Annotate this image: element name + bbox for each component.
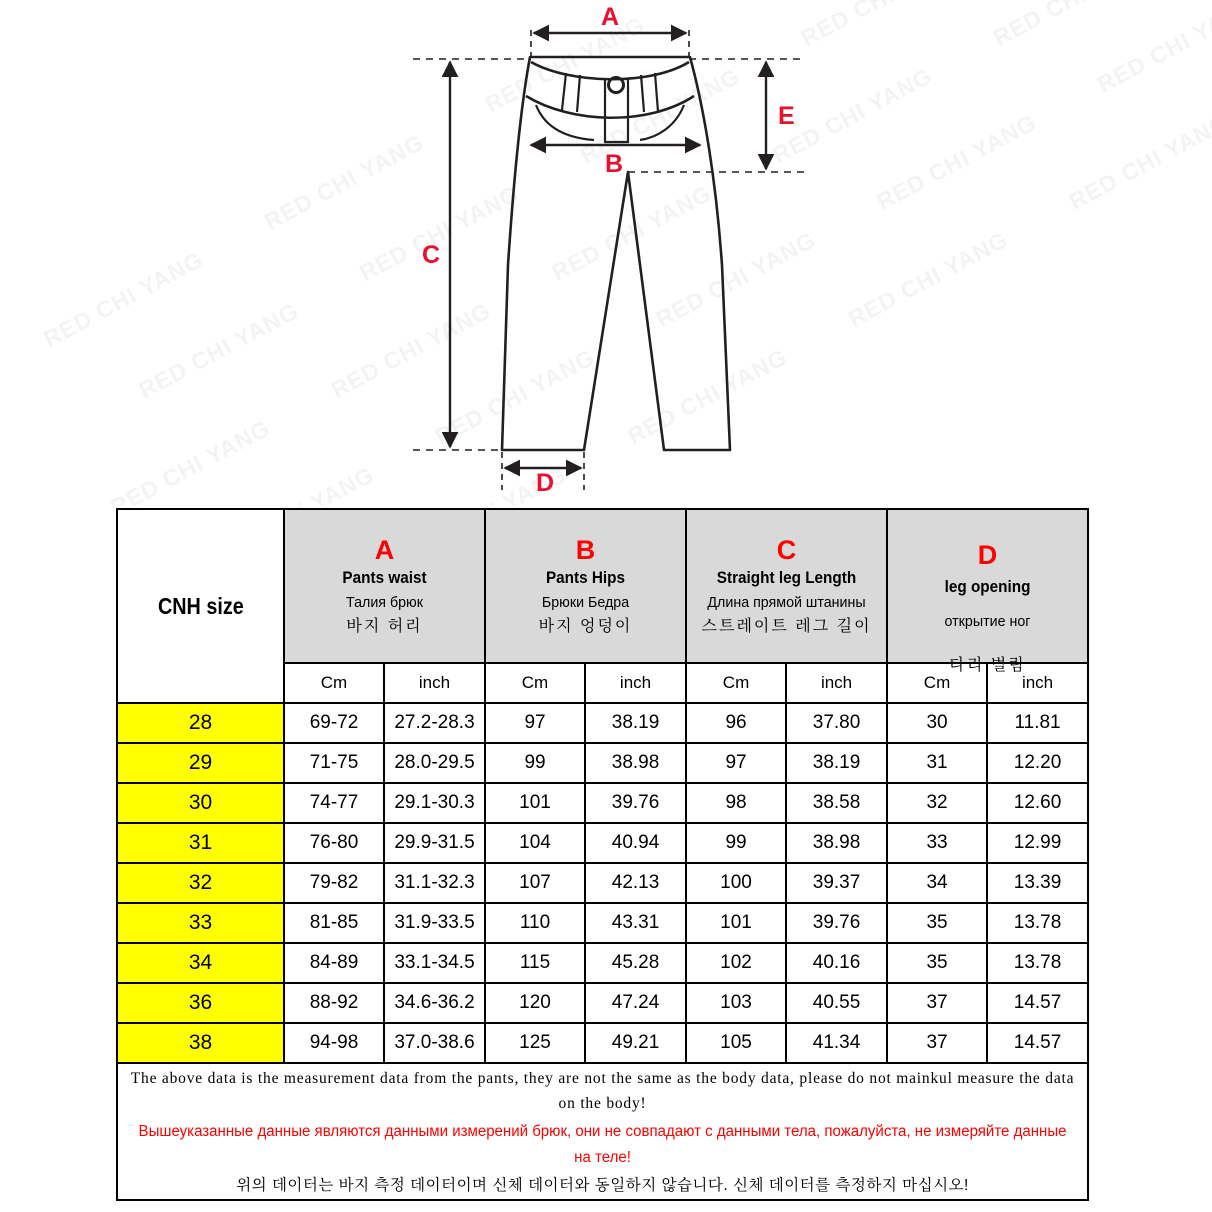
data-cell: 45.28 (585, 943, 686, 983)
table-row (117, 943, 1088, 983)
table-row (117, 743, 1088, 783)
note-russian: Вышеуказанные данные являются данными измерений брюк, они не совпадают с данными тела, пожалуйста, не измеряйте данные на теле! (138, 1123, 1067, 1166)
group-ru-d: открытие ног (944, 613, 1031, 630)
note-english: The above data is the measurement data from the pants, they are not the same as the body data, please do not mainkul measure the data on the body! (130, 1070, 1075, 1112)
group-letter-d: D (977, 540, 998, 570)
dimension-arrow-b (531, 145, 700, 178)
size-column-header-label: CNH size (157, 592, 244, 619)
group-ko-b: 바지 엉덩이 (538, 618, 633, 635)
group-en-c: Straight leg Length (716, 568, 857, 587)
table-row (117, 783, 1088, 823)
data-cell: 103 (686, 983, 786, 1023)
data-cell: 13.78 (987, 903, 1088, 943)
unit-header-cell: inch (585, 663, 686, 703)
svg-text:RED CHI YANG (327, 297, 495, 403)
group-header-d (887, 509, 1088, 674)
data-cell: 13.78 (987, 943, 1088, 983)
dimension-arrow-c (422, 62, 450, 447)
svg-text:RED CHI YANG (989, 0, 1157, 51)
data-cell: 12.99 (987, 823, 1088, 863)
group-en-a: Pants waist (342, 568, 427, 587)
svg-text:RED CHI YANG (210, 461, 378, 505)
data-cell: 107 (485, 863, 585, 903)
table-row (117, 903, 1088, 943)
data-cell: 96 (686, 703, 786, 743)
group-en-d: leg opening (944, 577, 1031, 596)
group-ko-a: 바지 허리 (346, 618, 423, 635)
data-cell: 97 (686, 743, 786, 783)
data-cell: 40.16 (786, 943, 887, 983)
data-cell: 38.19 (786, 743, 887, 783)
data-cell: 110 (485, 903, 585, 943)
size-cell: 34 (117, 943, 284, 983)
data-cell: 29.9-31.5 (384, 823, 485, 863)
data-cell: 39.76 (786, 903, 887, 943)
unit-header-cell: inch (384, 663, 485, 703)
data-cell: 84-89 (284, 943, 384, 983)
data-cell: 104 (485, 823, 585, 863)
data-cell: 71-75 (284, 743, 384, 783)
data-cell: 101 (485, 783, 585, 823)
data-cell: 88-92 (284, 983, 384, 1023)
dimension-label-b: B (604, 150, 624, 178)
data-cell: 97 (485, 703, 585, 743)
data-cell: 81-85 (284, 903, 384, 943)
svg-text:RED CHI YANG (1065, 109, 1212, 215)
unit-header-cell: Cm (686, 663, 786, 703)
data-cell: 38.19 (585, 703, 686, 743)
data-cell: 33.1-34.5 (384, 943, 485, 983)
data-cell: 99 (686, 823, 786, 863)
data-cell: 12.60 (987, 783, 1088, 823)
data-cell: 74-77 (284, 783, 384, 823)
watermark-layer (13, 0, 1212, 505)
data-cell: 38.58 (786, 783, 887, 823)
svg-text:RED CHI YANG (844, 226, 1012, 332)
data-cell: 38.98 (585, 743, 686, 783)
size-chart-container (116, 508, 1086, 1201)
data-cell: 14.57 (987, 983, 1088, 1023)
data-cell: 31.1-32.3 (384, 863, 485, 903)
data-cell: 98 (686, 783, 786, 823)
size-cell: 36 (117, 983, 284, 1023)
data-cell: 43.31 (585, 903, 686, 943)
group-letter-c: C (776, 535, 797, 565)
unit-header-cell: Cm (284, 663, 384, 703)
data-cell: 37.80 (786, 703, 887, 743)
group-ru-b: Брюки Бедра (541, 594, 630, 611)
data-cell: 37 (887, 983, 987, 1023)
group-header-a (284, 509, 485, 663)
unit-header-cell: Cm (887, 663, 987, 703)
table-row (117, 703, 1088, 743)
data-cell: 31.9-33.5 (384, 903, 485, 943)
svg-text:RED CHI YANG (481, 11, 649, 117)
size-cell: 31 (117, 823, 284, 863)
group-en-b: Pants Hips (545, 568, 626, 587)
group-letter-b: B (575, 535, 596, 565)
data-cell: 39.76 (585, 783, 686, 823)
data-cell: 34.6-36.2 (384, 983, 485, 1023)
table-group-header-row (117, 509, 1088, 663)
data-cell: 31 (887, 743, 987, 783)
group-ko-c: 스트레이트 레그 길이 (701, 618, 872, 635)
data-cell: 102 (686, 943, 786, 983)
svg-text:RED CHI YANG (623, 343, 791, 449)
data-cell: 69-72 (284, 703, 384, 743)
size-cell: 29 (117, 743, 284, 783)
table-row (117, 823, 1088, 863)
svg-text:RED CHI YANG (797, 0, 965, 51)
data-cell: 100 (686, 863, 786, 903)
data-cell: 99 (485, 743, 585, 783)
group-header-c (686, 509, 887, 663)
note-korean: 위의 데이터는 바지 측정 데이터이며 신체 데이터와 동일하지 않습니다. 신체 데이터를 측정하지 마십시오! (236, 1177, 969, 1194)
data-cell: 14.57 (987, 1023, 1088, 1063)
svg-text:RED CHI YANG (872, 109, 1040, 215)
data-cell: 12.20 (987, 743, 1088, 783)
data-cell: 34 (887, 863, 987, 903)
dimension-label-e: E (778, 102, 795, 130)
unit-header-cell: inch (786, 663, 887, 703)
data-cell: 40.55 (786, 983, 887, 1023)
data-cell: 40.94 (585, 823, 686, 863)
table-note-row (117, 1063, 1088, 1200)
size-cell: 38 (117, 1023, 284, 1063)
table-row (117, 983, 1088, 1023)
data-cell: 79-82 (284, 863, 384, 903)
data-cell: 28.0-29.5 (384, 743, 485, 783)
dimension-arrow-a (534, 3, 686, 33)
size-cell: 33 (117, 903, 284, 943)
svg-text:RED CHI YANG (431, 344, 599, 450)
pants-measurement-diagram (0, 0, 1212, 505)
data-cell: 115 (485, 943, 585, 983)
svg-text:RED CHI YANG (106, 414, 274, 505)
data-cell: 101 (686, 903, 786, 943)
data-cell: 37 (887, 1023, 987, 1063)
data-cell: 29.1-30.3 (384, 783, 485, 823)
size-column-header (117, 509, 284, 703)
data-cell: 47.24 (585, 983, 686, 1023)
svg-text:RED CHI YANG (651, 226, 819, 332)
data-cell: 35 (887, 903, 987, 943)
data-cell: 39.37 (786, 863, 887, 903)
data-cell: 94-98 (284, 1023, 384, 1063)
data-cell: 105 (686, 1023, 786, 1063)
svg-text:RED CHI YANG (1093, 0, 1212, 98)
data-cell: 42.13 (585, 863, 686, 903)
data-cell: 76-80 (284, 823, 384, 863)
svg-text:RED CHI YANG (134, 297, 302, 403)
pants-diagram-panel (0, 0, 1212, 505)
group-ru-c: Длина прямой штанины (707, 594, 866, 611)
data-cell: 33 (887, 823, 987, 863)
dimension-label-c: C (421, 241, 440, 269)
unit-header-cell: inch (987, 663, 1088, 703)
data-cell: 38.98 (786, 823, 887, 863)
svg-text:RED CHI YANG (39, 246, 207, 352)
group-ru-a: Талия брюк (346, 594, 423, 611)
size-cell: 28 (117, 703, 284, 743)
svg-text:RED CHI YANG (260, 129, 428, 235)
data-cell: 35 (887, 943, 987, 983)
group-ko-d: 다리 벌림 (949, 657, 1026, 674)
data-cell: 120 (485, 983, 585, 1023)
size-cell: 30 (117, 783, 284, 823)
group-letter-a: A (374, 535, 395, 565)
data-cell: 11.81 (987, 703, 1088, 743)
svg-text:RED CHI YANG (355, 180, 523, 286)
measurement-note (117, 1063, 1088, 1200)
data-cell: 30 (887, 703, 987, 743)
dimension-label-a: A (600, 3, 620, 31)
data-cell: 41.34 (786, 1023, 887, 1063)
unit-header-cell: Cm (485, 663, 585, 703)
table-row (117, 863, 1088, 903)
size-cell: 32 (117, 863, 284, 903)
dimension-label-d: D (535, 469, 555, 497)
data-cell: 27.2-28.3 (384, 703, 485, 743)
data-cell: 37.0-38.6 (384, 1023, 485, 1063)
size-chart-table (116, 508, 1089, 1201)
data-cell: 13.39 (987, 863, 1088, 903)
data-cell: 125 (485, 1023, 585, 1063)
data-cell: 49.21 (585, 1023, 686, 1063)
group-header-b (485, 509, 686, 663)
data-cell: 32 (887, 783, 987, 823)
table-row (117, 1023, 1088, 1063)
